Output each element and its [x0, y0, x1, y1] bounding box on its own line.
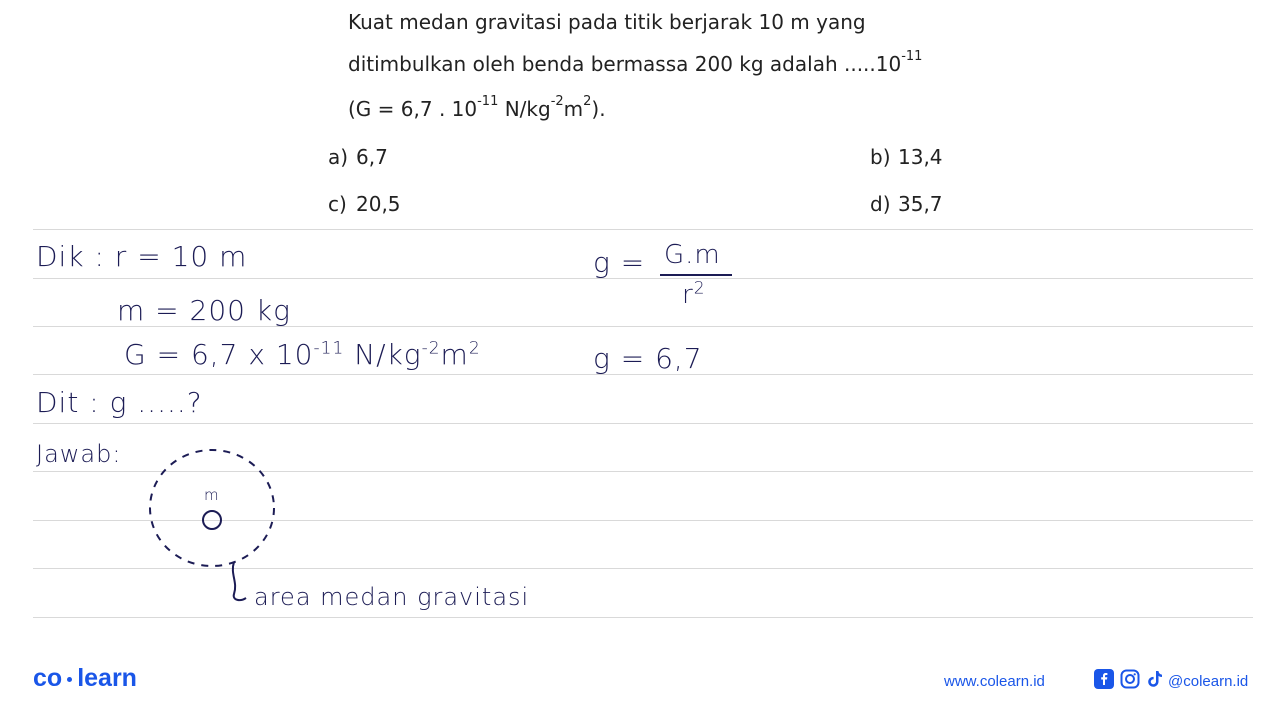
instagram-icon-dot	[1134, 673, 1136, 675]
logo-right: learn	[77, 664, 137, 692]
field-area-label: area medan gravitasi	[254, 583, 530, 611]
colearn-logo	[33, 664, 137, 693]
option-a-letter: a)	[328, 145, 349, 169]
option-d	[870, 190, 943, 218]
website-link[interactable]: www.colearn.id	[944, 673, 1045, 690]
g-unit-m: m	[563, 97, 584, 121]
option-c-value: 20,5	[356, 192, 401, 216]
tiktok-icon-glyph	[1148, 671, 1162, 687]
question-line-2	[348, 50, 922, 78]
ruled-line	[33, 423, 1253, 424]
option-a-value: 6,7	[356, 145, 388, 169]
question-line-1: Kuat medan gravitasi pada titik berjarak 10 m yang	[348, 10, 866, 34]
g-value-unit-m: m	[440, 338, 469, 371]
option-b-value: 13,4	[898, 145, 943, 169]
logo-left: co	[33, 664, 63, 692]
result-value: g = 6,7	[593, 342, 703, 375]
facebook-icon[interactable]	[1094, 669, 1114, 689]
asked-label-text: Dit :	[36, 386, 100, 419]
option-d-value: 35,7	[898, 192, 943, 216]
pointer-stroke	[233, 562, 246, 600]
logo-dot	[67, 677, 72, 682]
asked-label	[36, 386, 203, 419]
instagram-icon[interactable]	[1120, 669, 1140, 689]
g-value-exponent: -11	[313, 338, 345, 359]
radius-value: : r = 10 m	[94, 240, 248, 273]
instagram-icon-lens	[1126, 675, 1134, 683]
g-unit-exponent-1: -2	[550, 94, 564, 110]
option-c	[328, 190, 401, 218]
fraction-bar	[660, 274, 732, 276]
question-line-3	[348, 95, 606, 123]
g-value-text: G = 6,7 x 10	[124, 338, 314, 371]
g-value-unit-exp1: -2	[421, 338, 441, 359]
g-value-unit-exp2: 2	[468, 338, 481, 359]
answer-label: Jawab:	[36, 440, 122, 468]
asked-value: g .....?	[109, 386, 203, 419]
mass-symbol: m	[204, 486, 220, 504]
g-unit-text: N/kg	[498, 97, 551, 121]
mass-circle	[203, 511, 221, 529]
option-a	[328, 143, 388, 171]
g-value-unit: N/kg	[354, 338, 422, 371]
g-unit-exponent-2: 2	[583, 94, 592, 110]
gravitational-constant-value	[124, 338, 481, 371]
g-constant-text: (G = 6,7 . 10	[348, 97, 478, 121]
instagram-icon-frame	[1122, 671, 1139, 688]
formula-denominator	[682, 280, 706, 310]
pointer-arrow	[228, 560, 252, 604]
option-c-letter: c)	[328, 192, 347, 216]
formula-lhs: g =	[593, 246, 646, 279]
known-label	[36, 240, 247, 273]
formula-denominator-base: r	[682, 280, 694, 310]
mass-value: m = 200 kg	[117, 294, 291, 327]
known-label-text: Dik	[36, 240, 85, 273]
question-line-2-exponent: -11	[901, 49, 923, 65]
question-line-2-text: ditimbulkan oleh benda bermassa 200 kg adalah .....10	[348, 52, 902, 76]
formula-denominator-exp: 2	[693, 278, 706, 299]
g-constant-exponent: -11	[477, 94, 499, 110]
tiktok-icon[interactable]	[1145, 669, 1165, 689]
gravity-field-boundary	[150, 450, 274, 566]
ruled-line	[33, 229, 1253, 230]
gravity-field-sketch	[140, 440, 300, 590]
option-d-letter: d)	[870, 192, 891, 216]
ruled-line	[33, 617, 1253, 618]
option-b-letter: b)	[870, 145, 891, 169]
question-line-3-end: ).	[591, 97, 606, 121]
option-b	[870, 143, 943, 171]
formula-numerator: G.m	[664, 240, 721, 270]
social-handle[interactable]: @colearn.id	[1168, 673, 1249, 690]
